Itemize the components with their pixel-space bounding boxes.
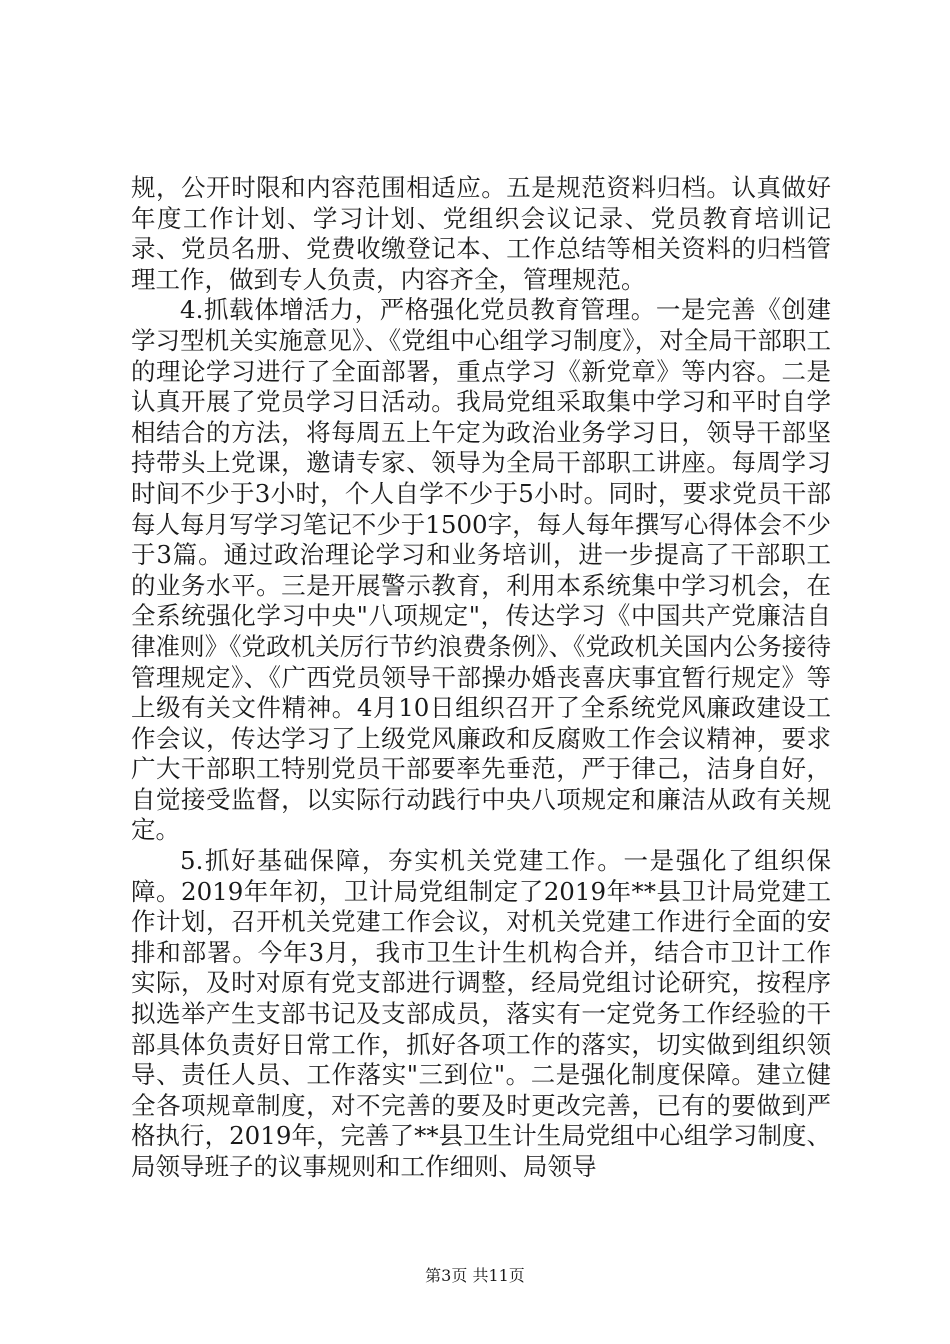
paragraph-item-4: 4.抓载体增活力，严格强化党员教育管理。一是完善《创建学习型机关实施意见》、《党组中心组学习制度》，对全局干部职工的理论学习进行了全面部署，重点学习《新党章》等内容。二是认真开展了党员学习日活动。我局党组采取集中学习和平时自学相结合的方法，将每周五上午定为政治业务学习日，领导干部坚持带头上党课，邀请专家、领导为全局干部职工讲座。每周学习时间不少于3小时，个人自学不少于5小时。同时，要求党员干部每人每月写学习笔记不少于1500字，每人每年撰写心得体会不少于3篇。通过政治理论学习和业务培训，进一步提高了干部职工的业务水平。三是开展警示教育，利用本系统集中学习机会，在全系统强化学习中央"八项规定"，传达学习《中国共产党廉洁自律准则》《党政机关厉行节约浪费条例》、《党政机关国内公务接待管理规定》、《广西党员领导干部操办婚丧喜庆事宜暂行规定》等上级有关文件精神。4月10日组织召开了全系统党风廉政建设工作会议，传达学习了上级党风廉政和反腐败工作会议精神，要求广大干部职工特别党员干部要率先垂范，严于律己，洁身自好，自觉接受监督，以实际行动践行中央八项规定和廉洁从政有关规定。 [131,295,831,845]
document-body [131,173,831,1183]
paragraph-item-5: 5.抓好基础保障，夯实机关党建工作。一是强化了组织保障。2019年年初，卫计局党组制定了2019年**县卫计局党建工作计划，召开机关党建工作会议，对机关党建工作进行全面的安排和部署。今年3月，我市卫生计生机构合并，结合市卫计工作实际，及时对原有党支部进行调整，经局党组讨论研究，按程序拟选举产生支部书记及支部成员，落实有一定党务工作经验的干部具体负责好日常工作，抓好各项工作的落实，切实做到组织领导、责任人员、工作落实"三到位"。二是强化制度保障。建立健全各项规章制度，对不完善的要及时更改完善，已有的要做到严格执行，2019年，完善了**县卫生计生局党组中心组学习制度、局领导班子的议事规则和工作细则、局领导 [131,846,831,1181]
page-number-footer: 第3页 共11页 [425,1266,525,1285]
paragraph-continuation: 规，公开时限和内容范围相适应。五是规范资料归档。认真做好年度工作计划、学习计划、党组织会议记录、党员教育培训记录、党员名册、党费收缴登记本、工作总结等相关资料的归档管理工作，做到专人负责，内容齐全，管理规范。 [131,173,831,294]
